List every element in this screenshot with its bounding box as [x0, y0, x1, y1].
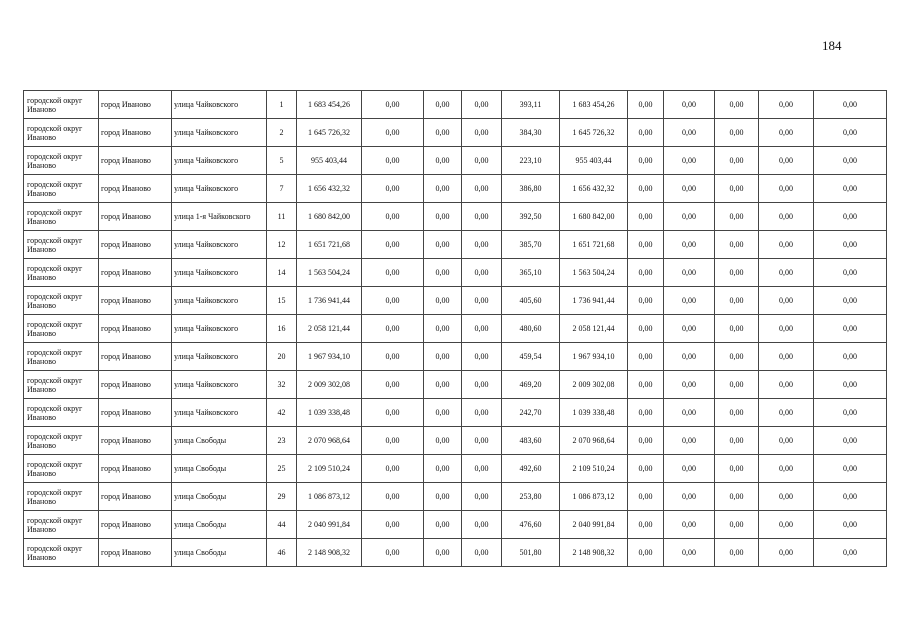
cell-amount: 0,00: [462, 119, 502, 147]
cell-amount: 0,00: [759, 119, 814, 147]
cell-amount: 0,00: [424, 259, 462, 287]
cell-district: городской округ Иваново: [24, 119, 99, 147]
cell-amount: 0,00: [362, 259, 424, 287]
cell-street: улица Свободы: [172, 483, 267, 511]
cell-amount: 0,00: [814, 203, 887, 231]
cell-amount: 0,00: [664, 287, 715, 315]
cell-amount: 0,00: [759, 399, 814, 427]
cell-city: город Иваново: [99, 483, 172, 511]
cell-street: улица 1-я Чайковского: [172, 203, 267, 231]
cell-amount: 0,00: [759, 287, 814, 315]
cell-amount: 0,00: [462, 539, 502, 567]
cell-amount: 0,00: [362, 287, 424, 315]
cell-city: город Иваново: [99, 119, 172, 147]
cell-amount: 0,00: [759, 539, 814, 567]
cell-amount: 0,00: [664, 455, 715, 483]
cell-amount: 0,00: [628, 343, 664, 371]
cell-amount: 0,00: [424, 119, 462, 147]
cell-amount: 0,00: [628, 147, 664, 175]
cell-amount: 0,00: [664, 483, 715, 511]
cell-district: городской округ Иваново: [24, 511, 99, 539]
cell-house-number: 23: [267, 427, 297, 455]
cell-house-number: 15: [267, 287, 297, 315]
cell-amount: 0,00: [362, 119, 424, 147]
cell-amount: 0,00: [628, 455, 664, 483]
cell-amount: 0,00: [664, 343, 715, 371]
table-body: [24, 91, 887, 567]
cell-amount: 0,00: [664, 119, 715, 147]
cell-amount: 0,00: [462, 455, 502, 483]
cell-amount: 0,00: [462, 147, 502, 175]
table-row: [24, 511, 887, 539]
cell-area: 492,60: [502, 455, 560, 483]
cell-amount: 0,00: [759, 315, 814, 343]
cell-street: улица Чайковского: [172, 287, 267, 315]
cell-total-cost: 1 683 454,26: [297, 91, 362, 119]
cell-house-number: 12: [267, 231, 297, 259]
cell-amount: 0,00: [424, 315, 462, 343]
cell-amount: 0,00: [759, 203, 814, 231]
cell-amount: 0,00: [362, 371, 424, 399]
cell-amount: 0,00: [628, 119, 664, 147]
cell-sum: 1 680 842,00: [560, 203, 628, 231]
cell-sum: 1 645 726,32: [560, 119, 628, 147]
cell-area: 501,80: [502, 539, 560, 567]
cell-amount: 0,00: [628, 399, 664, 427]
cell-house-number: 7: [267, 175, 297, 203]
cell-amount: 0,00: [814, 371, 887, 399]
cell-amount: 0,00: [814, 511, 887, 539]
cell-amount: 0,00: [362, 343, 424, 371]
cell-house-number: 16: [267, 315, 297, 343]
cell-amount: 0,00: [715, 483, 759, 511]
cell-amount: 0,00: [814, 147, 887, 175]
cell-amount: 0,00: [628, 91, 664, 119]
cell-district: городской округ Иваново: [24, 287, 99, 315]
cell-sum: 2 148 908,32: [560, 539, 628, 567]
cell-amount: 0,00: [362, 315, 424, 343]
cell-amount: 0,00: [362, 539, 424, 567]
cell-amount: 0,00: [424, 91, 462, 119]
cell-amount: 0,00: [462, 175, 502, 203]
cell-amount: 0,00: [814, 287, 887, 315]
cell-amount: 0,00: [759, 455, 814, 483]
cell-area: 480,60: [502, 315, 560, 343]
cell-area: 365,10: [502, 259, 560, 287]
cell-street: улица Чайковского: [172, 343, 267, 371]
cell-amount: 0,00: [814, 343, 887, 371]
cell-amount: 0,00: [759, 371, 814, 399]
cell-city: город Иваново: [99, 91, 172, 119]
cell-city: город Иваново: [99, 315, 172, 343]
cell-total-cost: 1 736 941,44: [297, 287, 362, 315]
cell-amount: 0,00: [628, 511, 664, 539]
cell-amount: 0,00: [462, 399, 502, 427]
cell-sum: 1 967 934,10: [560, 343, 628, 371]
cell-total-cost: 955 403,44: [297, 147, 362, 175]
cell-amount: 0,00: [759, 259, 814, 287]
cell-amount: 0,00: [424, 343, 462, 371]
cell-amount: 0,00: [759, 511, 814, 539]
cell-amount: 0,00: [664, 399, 715, 427]
cell-district: городской округ Иваново: [24, 315, 99, 343]
cell-sum: 2 109 510,24: [560, 455, 628, 483]
cell-amount: 0,00: [628, 371, 664, 399]
cell-amount: 0,00: [715, 427, 759, 455]
table-row: [24, 91, 887, 119]
cell-area: 253,80: [502, 483, 560, 511]
cell-amount: 0,00: [715, 455, 759, 483]
cell-amount: 0,00: [462, 511, 502, 539]
cell-sum: 1 651 721,68: [560, 231, 628, 259]
cell-city: город Иваново: [99, 539, 172, 567]
cell-house-number: 42: [267, 399, 297, 427]
cell-total-cost: 1 680 842,00: [297, 203, 362, 231]
cell-amount: 0,00: [462, 259, 502, 287]
cell-house-number: 20: [267, 343, 297, 371]
cell-amount: 0,00: [759, 343, 814, 371]
cell-amount: 0,00: [664, 91, 715, 119]
cell-district: городской округ Иваново: [24, 455, 99, 483]
cell-amount: 0,00: [814, 399, 887, 427]
cell-city: город Иваново: [99, 287, 172, 315]
cell-amount: 0,00: [462, 371, 502, 399]
table-row: [24, 343, 887, 371]
table-row: [24, 147, 887, 175]
cell-amount: 0,00: [814, 539, 887, 567]
cell-amount: 0,00: [664, 259, 715, 287]
cell-amount: 0,00: [362, 483, 424, 511]
cell-total-cost: 1 086 873,12: [297, 483, 362, 511]
cell-amount: 0,00: [715, 539, 759, 567]
cell-amount: 0,00: [424, 203, 462, 231]
cell-street: улица Свободы: [172, 539, 267, 567]
cell-total-cost: 2 148 908,32: [297, 539, 362, 567]
table-row: [24, 371, 887, 399]
table-row: [24, 231, 887, 259]
cell-amount: 0,00: [628, 203, 664, 231]
cell-amount: 0,00: [628, 287, 664, 315]
cell-amount: 0,00: [814, 175, 887, 203]
cell-amount: 0,00: [715, 147, 759, 175]
cell-district: городской округ Иваново: [24, 371, 99, 399]
cell-house-number: 44: [267, 511, 297, 539]
cell-sum: 2 040 991,84: [560, 511, 628, 539]
cell-amount: 0,00: [664, 231, 715, 259]
cell-amount: 0,00: [462, 203, 502, 231]
cell-amount: 0,00: [424, 147, 462, 175]
cell-total-cost: 2 009 302,08: [297, 371, 362, 399]
cell-amount: 0,00: [362, 511, 424, 539]
cell-area: 223,10: [502, 147, 560, 175]
cell-amount: 0,00: [462, 91, 502, 119]
cell-amount: 0,00: [628, 231, 664, 259]
cell-amount: 0,00: [628, 483, 664, 511]
cell-total-cost: 1 563 504,24: [297, 259, 362, 287]
cell-city: город Иваново: [99, 427, 172, 455]
cell-amount: 0,00: [664, 147, 715, 175]
cell-amount: 0,00: [462, 427, 502, 455]
cell-sum: 1 656 432,32: [560, 175, 628, 203]
cell-amount: 0,00: [715, 287, 759, 315]
cell-amount: 0,00: [424, 371, 462, 399]
table-row: [24, 399, 887, 427]
cell-amount: 0,00: [759, 231, 814, 259]
cell-house-number: 25: [267, 455, 297, 483]
cell-amount: 0,00: [664, 371, 715, 399]
cell-sum: 2 009 302,08: [560, 371, 628, 399]
cell-amount: 0,00: [715, 119, 759, 147]
registry-table: [23, 90, 887, 567]
cell-house-number: 1: [267, 91, 297, 119]
cell-district: городской округ Иваново: [24, 231, 99, 259]
cell-amount: 0,00: [362, 147, 424, 175]
cell-house-number: 29: [267, 483, 297, 511]
cell-amount: 0,00: [424, 511, 462, 539]
cell-street: улица Свободы: [172, 455, 267, 483]
cell-amount: 0,00: [715, 91, 759, 119]
cell-city: город Иваново: [99, 175, 172, 203]
cell-total-cost: 1 656 432,32: [297, 175, 362, 203]
cell-total-cost: 2 070 968,64: [297, 427, 362, 455]
cell-amount: 0,00: [715, 343, 759, 371]
cell-amount: 0,00: [759, 91, 814, 119]
cell-amount: 0,00: [664, 203, 715, 231]
cell-amount: 0,00: [814, 427, 887, 455]
cell-amount: 0,00: [814, 315, 887, 343]
cell-district: городской округ Иваново: [24, 427, 99, 455]
cell-amount: 0,00: [628, 175, 664, 203]
table-row: [24, 539, 887, 567]
table-row: [24, 455, 887, 483]
cell-amount: 0,00: [814, 231, 887, 259]
cell-city: город Иваново: [99, 511, 172, 539]
cell-area: 476,60: [502, 511, 560, 539]
cell-area: 405,60: [502, 287, 560, 315]
cell-amount: 0,00: [362, 203, 424, 231]
cell-amount: 0,00: [424, 427, 462, 455]
cell-amount: 0,00: [424, 287, 462, 315]
cell-sum: 1 563 504,24: [560, 259, 628, 287]
cell-area: 483,60: [502, 427, 560, 455]
cell-street: улица Чайковского: [172, 315, 267, 343]
table-row: [24, 427, 887, 455]
cell-street: улица Чайковского: [172, 119, 267, 147]
cell-city: город Иваново: [99, 231, 172, 259]
cell-amount: 0,00: [362, 427, 424, 455]
cell-amount: 0,00: [462, 343, 502, 371]
cell-sum: 1 039 338,48: [560, 399, 628, 427]
cell-sum: 2 070 968,64: [560, 427, 628, 455]
cell-amount: 0,00: [628, 259, 664, 287]
cell-area: 385,70: [502, 231, 560, 259]
cell-amount: 0,00: [715, 511, 759, 539]
cell-sum: 1 683 454,26: [560, 91, 628, 119]
cell-city: город Иваново: [99, 371, 172, 399]
cell-amount: 0,00: [362, 231, 424, 259]
cell-total-cost: 1 967 934,10: [297, 343, 362, 371]
cell-amount: 0,00: [715, 371, 759, 399]
cell-amount: 0,00: [759, 483, 814, 511]
cell-area: 459,54: [502, 343, 560, 371]
cell-amount: 0,00: [715, 399, 759, 427]
cell-street: улица Чайковского: [172, 147, 267, 175]
cell-area: 393,11: [502, 91, 560, 119]
cell-area: 384,30: [502, 119, 560, 147]
cell-street: улица Свободы: [172, 427, 267, 455]
cell-district: городской округ Иваново: [24, 91, 99, 119]
cell-amount: 0,00: [424, 455, 462, 483]
cell-district: городской округ Иваново: [24, 539, 99, 567]
cell-total-cost: 2 040 991,84: [297, 511, 362, 539]
cell-amount: 0,00: [462, 287, 502, 315]
cell-area: 242,70: [502, 399, 560, 427]
cell-amount: 0,00: [424, 231, 462, 259]
cell-district: городской округ Иваново: [24, 399, 99, 427]
cell-amount: 0,00: [664, 539, 715, 567]
table-row: [24, 175, 887, 203]
cell-amount: 0,00: [715, 231, 759, 259]
cell-amount: 0,00: [814, 91, 887, 119]
cell-area: 469,20: [502, 371, 560, 399]
cell-district: городской округ Иваново: [24, 259, 99, 287]
cell-amount: 0,00: [424, 399, 462, 427]
cell-house-number: 5: [267, 147, 297, 175]
cell-amount: 0,00: [362, 175, 424, 203]
cell-amount: 0,00: [628, 427, 664, 455]
cell-amount: 0,00: [814, 483, 887, 511]
cell-total-cost: 1 039 338,48: [297, 399, 362, 427]
cell-amount: 0,00: [759, 427, 814, 455]
cell-city: город Иваново: [99, 259, 172, 287]
cell-amount: 0,00: [424, 483, 462, 511]
cell-district: городской округ Иваново: [24, 203, 99, 231]
table-row: [24, 315, 887, 343]
cell-amount: 0,00: [759, 147, 814, 175]
table-row: [24, 259, 887, 287]
cell-amount: 0,00: [715, 175, 759, 203]
cell-amount: 0,00: [362, 399, 424, 427]
cell-amount: 0,00: [462, 483, 502, 511]
cell-district: городской округ Иваново: [24, 483, 99, 511]
cell-city: город Иваново: [99, 399, 172, 427]
cell-total-cost: 1 651 721,68: [297, 231, 362, 259]
cell-house-number: 46: [267, 539, 297, 567]
table-row: [24, 483, 887, 511]
cell-district: городской округ Иваново: [24, 343, 99, 371]
cell-amount: 0,00: [759, 175, 814, 203]
cell-house-number: 2: [267, 119, 297, 147]
cell-district: городской округ Иваново: [24, 147, 99, 175]
cell-amount: 0,00: [814, 119, 887, 147]
cell-amount: 0,00: [715, 259, 759, 287]
cell-amount: 0,00: [628, 539, 664, 567]
cell-district: городской округ Иваново: [24, 175, 99, 203]
cell-amount: 0,00: [715, 203, 759, 231]
cell-amount: 0,00: [462, 315, 502, 343]
cell-sum: 955 403,44: [560, 147, 628, 175]
cell-amount: 0,00: [664, 511, 715, 539]
cell-street: улица Чайковского: [172, 91, 267, 119]
cell-house-number: 11: [267, 203, 297, 231]
table-row: [24, 287, 887, 315]
cell-city: город Иваново: [99, 455, 172, 483]
cell-amount: 0,00: [628, 315, 664, 343]
cell-street: улица Чайковского: [172, 231, 267, 259]
cell-amount: 0,00: [664, 315, 715, 343]
cell-amount: 0,00: [814, 259, 887, 287]
cell-amount: 0,00: [362, 91, 424, 119]
cell-city: город Иваново: [99, 147, 172, 175]
table-row: [24, 203, 887, 231]
cell-city: город Иваново: [99, 203, 172, 231]
cell-street: улица Чайковского: [172, 371, 267, 399]
cell-amount: 0,00: [664, 175, 715, 203]
cell-sum: 1 736 941,44: [560, 287, 628, 315]
cell-street: улица Чайковского: [172, 259, 267, 287]
cell-street: улица Свободы: [172, 511, 267, 539]
cell-house-number: 14: [267, 259, 297, 287]
table-row: [24, 119, 887, 147]
cell-house-number: 32: [267, 371, 297, 399]
cell-area: 386,80: [502, 175, 560, 203]
cell-city: город Иваново: [99, 343, 172, 371]
cell-amount: 0,00: [462, 231, 502, 259]
cell-total-cost: 1 645 726,32: [297, 119, 362, 147]
cell-area: 392,50: [502, 203, 560, 231]
cell-amount: 0,00: [664, 427, 715, 455]
page-number: 184: [822, 38, 842, 53]
cell-street: улица Чайковского: [172, 399, 267, 427]
cell-amount: 0,00: [424, 175, 462, 203]
cell-total-cost: 2 058 121,44: [297, 315, 362, 343]
cell-amount: 0,00: [715, 315, 759, 343]
cell-sum: 1 086 873,12: [560, 483, 628, 511]
cell-amount: 0,00: [362, 455, 424, 483]
cell-street: улица Чайковского: [172, 175, 267, 203]
cell-total-cost: 2 109 510,24: [297, 455, 362, 483]
cell-sum: 2 058 121,44: [560, 315, 628, 343]
cell-amount: 0,00: [424, 539, 462, 567]
cell-amount: 0,00: [814, 455, 887, 483]
